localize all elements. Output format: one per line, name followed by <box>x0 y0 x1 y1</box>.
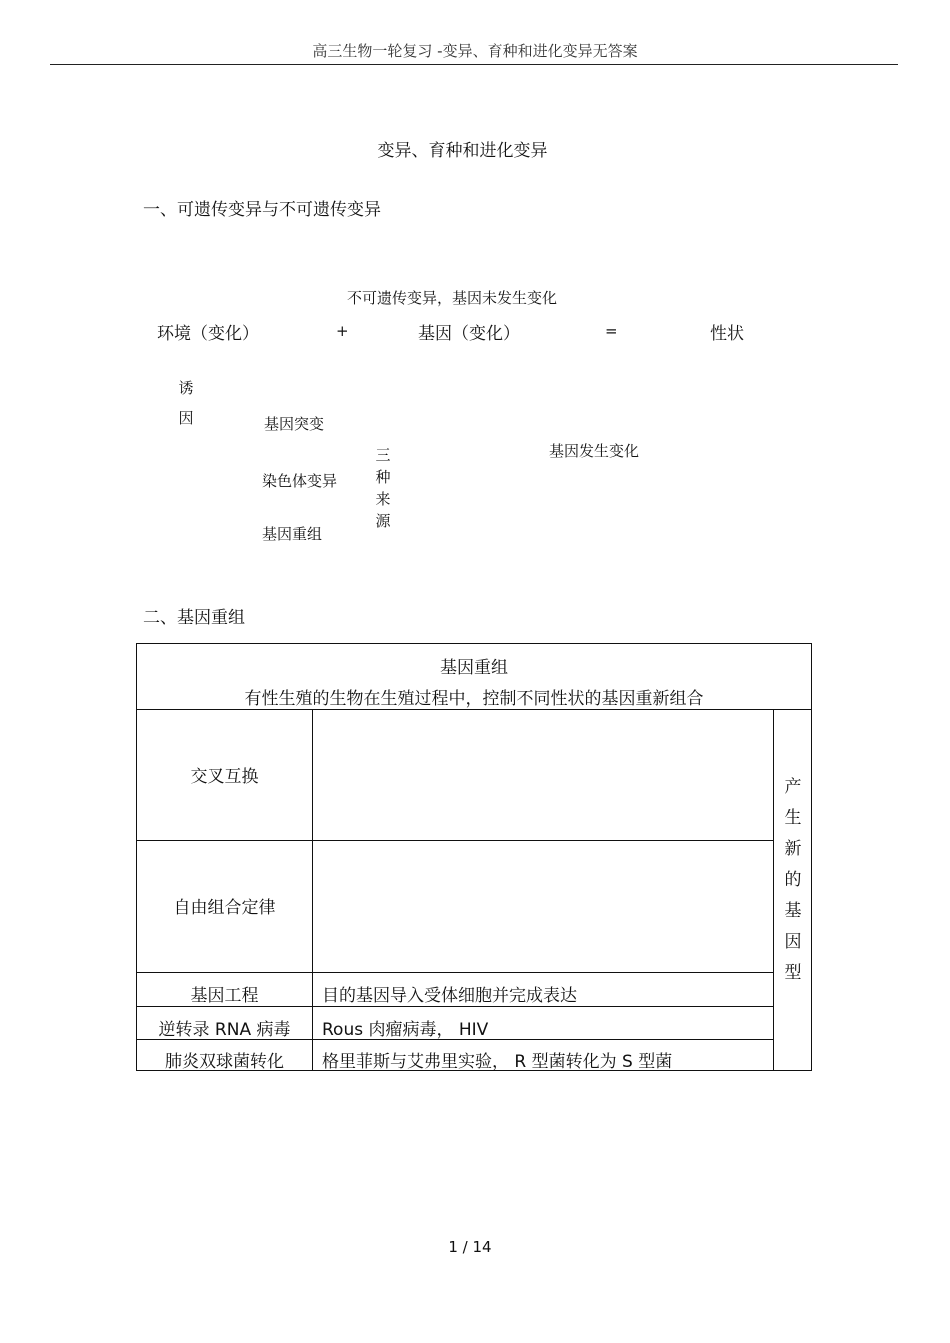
row-content-retrovirus: Rous 肉瘤病毒， HIV <box>322 1020 489 1040</box>
side-char: 的 <box>784 870 802 890</box>
section1-heading: 一、可遗传变异与不可遗传变异 <box>143 200 381 220</box>
cause-char: 诱 <box>178 379 194 397</box>
source-gene-recombination: 基因重组 <box>262 525 323 543</box>
row-content-genetic-engineering: 目的基因导入受体细胞并完成表达 <box>322 986 577 1006</box>
side-char: 新 <box>784 839 802 859</box>
gene-label: 基因（变化） <box>418 324 520 344</box>
row-label-genetic-engineering: 基因工程 <box>190 986 259 1006</box>
source-chromosome-variation: 染色体变异 <box>262 472 338 490</box>
side-char: 因 <box>784 932 802 952</box>
side-char: 型 <box>784 963 802 983</box>
table-header-description: 有性生殖的生物在生殖过程中，控制不同性状的基因重新组合 <box>244 689 704 709</box>
table-content-cell <box>312 709 774 841</box>
page-number: 1 / 14 <box>448 1238 492 1256</box>
three-sources-char: 源 <box>375 512 391 530</box>
three-sources-label <box>373 444 393 532</box>
equals-sign: = <box>605 322 618 340</box>
side-char: 基 <box>784 901 802 921</box>
gene-change-label: 基因发生变化 <box>549 442 640 460</box>
row-label-crossing-over: 交叉互换 <box>190 767 259 787</box>
section2-heading: 二、基因重组 <box>143 608 245 628</box>
row-label-independent-assortment: 自由组合定律 <box>173 898 276 918</box>
environment-label: 环境（变化） <box>157 324 259 344</box>
table-content-cell <box>312 840 774 973</box>
side-char: 生 <box>784 808 802 828</box>
nonheritable-note: 不可遗传变异，基因未发生变化 <box>347 289 558 307</box>
row-label-retrovirus: 逆转录 RNA 病毒 <box>158 1020 291 1040</box>
three-sources-char: 三 <box>375 446 391 464</box>
trait-label: 性状 <box>710 324 744 344</box>
three-sources-char: 来 <box>375 490 391 508</box>
header-divider <box>50 64 898 65</box>
source-gene-mutation: 基因突变 <box>264 415 325 433</box>
side-label-new-genotype <box>783 772 803 989</box>
row-content-pneumococcus-transformation: 格里菲斯与艾弗里实验， R 型菌转化为 S 型菌 <box>322 1052 673 1072</box>
side-char: 产 <box>784 777 802 797</box>
row-label-pneumococcus-transformation: 肺炎双球菌转化 <box>165 1052 284 1072</box>
cause-char: 因 <box>178 409 194 427</box>
page-header: 高三生物一轮复习 -变异、育种和进化变异无答案 <box>312 42 638 60</box>
table-header-title: 基因重组 <box>440 658 508 678</box>
cause-label <box>176 373 196 433</box>
recombination-table <box>136 643 812 1071</box>
three-sources-char: 种 <box>375 468 391 486</box>
document-title: 变异、育种和进化变异 <box>377 141 548 161</box>
plus-sign: + <box>336 322 349 340</box>
